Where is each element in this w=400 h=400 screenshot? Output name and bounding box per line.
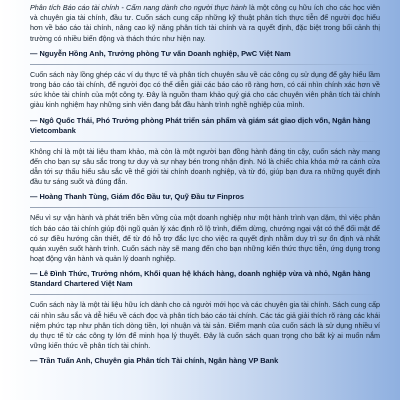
endorsement-author: — Lê Đình Thức, Trưởng nhóm, Khối quan hệ khách hàng, doanh nghiệp vừa và nhỏ, Ngân hàng Standard Chartered Việt Nam	[30, 269, 371, 289]
endorsement-author: — Nguyễn Hồng Anh, Trưởng phòng Tư vấn Doanh nghiệp, PwC Việt Nam	[30, 48, 291, 58]
endorsement-5	[30, 300, 380, 366]
endorsement-text: Cuốn sách này là một tài liệu hữu ích dành cho cả người mới học và các chuyên gia tài chính. Sách cung cấp cái nhìn sâu sắc và dễ hiểu về cách đọc và phân tích báo cáo tài chính. Các tác giả giải thích rõ ràng các khái niệm phức tạp như phân tích dòng tiền, lợi nhuận và tài sản. Điểm mạnh của cuốn sách là sử dụng nhiều ví dụ thực tế từ các công ty lớn để minh họa lý thuyết. Đây là cuốn sách quan trọng cho bất kỳ ai muốn nắm vững kiến thức về phân tích tài chính.	[30, 300, 380, 351]
endorsement-author: — Ngô Quốc Thái, Phó Trưởng phòng Phát triển sản phẩm và giám sát giao dịch vốn, Ngân hàng Vietcombank	[30, 115, 371, 135]
divider	[30, 207, 380, 208]
endorsement-2	[30, 70, 380, 136]
endorsement-text: Không chỉ là một tài liệu tham khảo, mà còn là một người bạn đồng hành đáng tin cậy, cuốn sách này mang đến cho bạn sự sâu sắc trong tư duy và sự nhạy bén trong nhận định. Nó là chiếc chìa khóa mở ra cánh cửa dẫn tới sự thấu hiểu sâu sắc về thế giới tài chính doanh nghiệp, và từ đó, giúp bạn đưa ra những quyết định đầu tư sáng suốt và đúng đắn.	[30, 146, 380, 187]
divider	[30, 294, 380, 295]
endorsement-body: là một công cụ hữu ích cho các học viên và chuyên gia tài chính, đầu tư. Cuốn sách cung cấp những kỹ thuật phân tích thực tiễn để người đọc hiểu hơn về báo cáo tài chính, nâng cao kỹ năng phân tích tài chính và ra quyết định, đặc biệt trong bối cảnh thị trường có nhiều biến động và thách thức như hiện nay.	[30, 3, 380, 43]
endorsement-text: Nếu vì sự vận hành và phát triển bền vững của một doanh nghiệp như một hành trình vạn dặm, thì việc phân tích báo cáo tài chính giúp đội ngũ quản lý xác định rõ lộ trình, điểm dừng, chướng ngại vật có thể đối mặt để có sự điều hướng cần thiết, để từ đó hỗ trợ đắc lực cho việc ra quyết định nhằm duy trì sự ổn định và nhất quán xuyên suốt hành trình. Cuốn sách này sẽ mang đến cho bạn những kiến thức thực tiễn, ứng dụng trong hoạt động vận hành và quản lý doanh nghiệp.	[30, 213, 380, 264]
book-title-reference: Phân tích Báo cáo tài chính - Cẩm nang dành cho người thực hành	[30, 3, 247, 12]
endorsement-3	[30, 147, 380, 203]
divider	[30, 64, 380, 65]
endorsement-text	[30, 3, 380, 44]
endorsement-author: — Hoàng Thanh Tùng, Giám đốc Đầu tư, Quỹ Đầu tư Finpros	[30, 192, 244, 202]
divider	[30, 141, 380, 142]
endorsement-text: Cuốn sách này lồng ghép các ví dụ thực tế và phân tích chuyên sâu về các công cụ sử dụng để gây hiểu lầm trong báo cáo tài chính, để người đọc có thể diễn giải các báo cáo rõ ràng hơn, có cái nhìn chính xác hơn về sức khỏe tài chính của một công ty. Đây là nguồn tham khảo quý giá cho các chuyên viên phân tích tài chính giàu kinh nghiệm hay những sinh viên đang bắt đầu hành trình nghề nghiệp của mình.	[30, 69, 380, 110]
endorsement-author: — Trần Tuấn Anh, Chuyên gia Phân tích Tài chính, Ngân hàng VP Bank	[30, 356, 279, 366]
endorsement-4	[30, 213, 380, 289]
endorsement-1	[30, 3, 380, 59]
